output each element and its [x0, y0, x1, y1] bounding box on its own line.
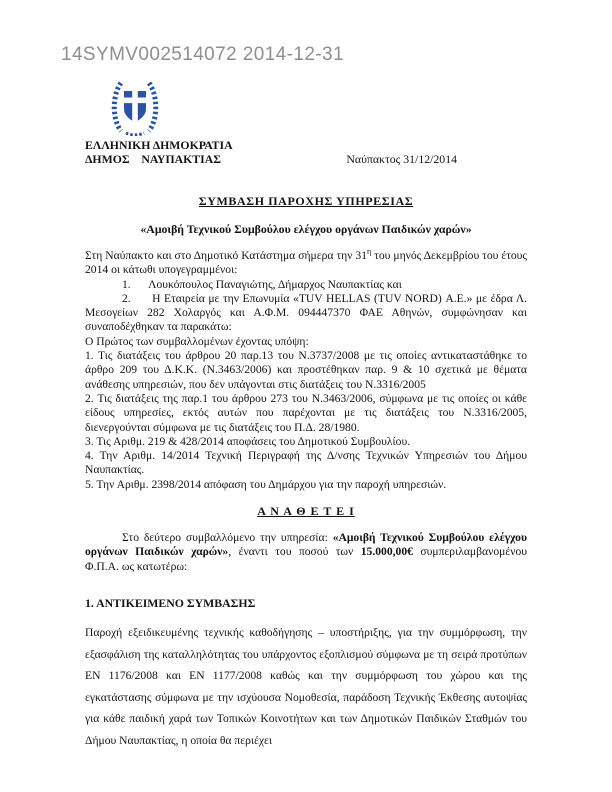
contract-subtitle: «Αμοιβή Τεχνικού Συμβούλου ελέγχου οργάνων Παιδικών χαρών» [140, 222, 472, 236]
ordinal-superscript: η [367, 247, 372, 257]
intro-text-post: του μηνός Δεκεμβρίου του έτους 2014 οι κάτωθι υπογεγραμμένοι: [85, 249, 527, 277]
consideration-item-5: 5. Την Αριθμ. 2398/2014 απόφαση του Δημάρχου για την παροχή υπηρεσιών. [85, 477, 447, 491]
award-heading: Α Ν Α Θ Ε Τ Ε Ι [257, 504, 355, 519]
party-item-1: 1. Λουκόπουλος Παναγιώτης, Δήμαρχος Ναυπακτίας και [122, 277, 402, 291]
contract-amount: 15.000,00€ [360, 545, 413, 559]
assignment-text-post: συμπεριλαμβανομένου Φ.Π.Α. ως κατωτέρω: [85, 545, 527, 573]
consideration-item-4: 4. Την Αριθμ. 14/2014 Τεχνική Περιγραφή της Δ/νσης Τεχνικών Υπηρεσιών του Δήμου Ναυπακτίας. [85, 449, 527, 477]
greek-coat-of-arms-icon [107, 78, 163, 136]
consideration-item-3: 3. Τις Αριθμ. 219 & 428/2014 αποφάσεις του Δημοτικού Συμβουλίου. [85, 434, 411, 448]
section-1-heading: 1. ΑΝΤΙΚΕΙΜΕΝΟ ΣΥΜΒΑΣΗΣ [85, 595, 256, 610]
page-content [85, 0, 527, 752]
contract-title: ΣΥΜΒΑΣΗ ΠΑΡΟΧΗΣ ΥΠΗΡΕΣΙΑΣ [198, 194, 414, 208]
place-date: Ναύπακτος 31/12/2014 [346, 152, 457, 166]
letterhead-org [85, 138, 233, 166]
section-1-body: Παροχή εξειδικευμένης τεχνικής καθοδήγησης – υποστήριξης, για την συμμόρφωση, την εξασφάλιση της καταλληλότητας του υπάρχοντος εξοπλισμού σύμφωνα με τη σειρά προτύπων ΕΝ 1176/2008 και ΕΝ 1177/2008 καθώς και την συμμόρφωση του χώρου και της εγκατάστασης σύμφωνα με την ισχύουσα Νομοθεσία, παράδοση Τεχνικής Έκθεσης αυτοψίας για κάθε παιδική χαρά των Τοπικών Κοινοτήτων και των Δημοτικών Παιδικών Σταθμών του Δήμου Ναυπακτίας, η οποία θα περιέχει [85, 625, 527, 747]
assignment-paragraph [85, 531, 527, 574]
preamble-intro: Ο Πρώτος των συμβαλλομένων έχοντας υπόψη: [85, 334, 309, 348]
assignment-text-pre: Στο δεύτερο συμβαλλόμενο την υπηρεσία: [122, 531, 333, 545]
consideration-item-1: 1. Τις διατάξεις του άρθρου 20 παρ.13 του Ν.3737/2008 με τις οποίες αντικαταστάθηκε το άρθρο 209 του Δ.Κ.Κ. (Ν.3463/2006) και προστέθηκαν παρ. 9 & 10 σχετικά με θέματα ανάθεσης υπηρεσιών, που δεν υπάγονται στις διατάξεις του Ν.3316/2005 [85, 349, 527, 391]
protocol-number: 14SYMV002514072 2014-12-31 [61, 44, 344, 65]
service-title-bold: «Αμοιβή Τεχνικού Συμβούλου ελέγχου οργάνων Παιδικών χαρών» [85, 531, 527, 559]
letterhead [85, 138, 527, 166]
party-item-2: 2. Η Εταιρεία με την Επωνυμία «TUV HELLAS (TUV NORD) Α.Ε.» με έδρα Λ. Μεσογείων 282 Χολαργός και Α.Φ.Μ. 094447370 ΦΑΕ Αθηνών, συμφώνησαν και συναποδέχθηκαν τα παρακάτω: [85, 291, 527, 334]
municipality-label: ΔΗΜΟΣ ΝΑΥΠΑΚΤΙΑΣ [85, 152, 222, 166]
consideration-item-2: 2. Τις διατάξεις της παρ.1 του άρθρου 273 του Ν.3463/2006, σύμφωνα με τις οποίες οι κάθε είδους υπηρεσίες, εκτός αυτών που παρέχονται με τις διατάξεις του Ν.3316/2005, διενεργούνται σύμφωνα με τις διατάξεις του Π.Δ. 28/1980. [85, 391, 527, 434]
intro-text-pre: Στη Ναύπακτο και στο Δημοτικό Κατάστημα σήμερα την 31 [85, 249, 368, 262]
assignment-text-mid: , έναντι του ποσού των [228, 545, 361, 559]
republic-label: ΕΛΛΗΝΙΚΗ ΔΗΜΟΚΡΑΤΙΑ [85, 138, 233, 152]
intro-paragraph [85, 249, 527, 278]
